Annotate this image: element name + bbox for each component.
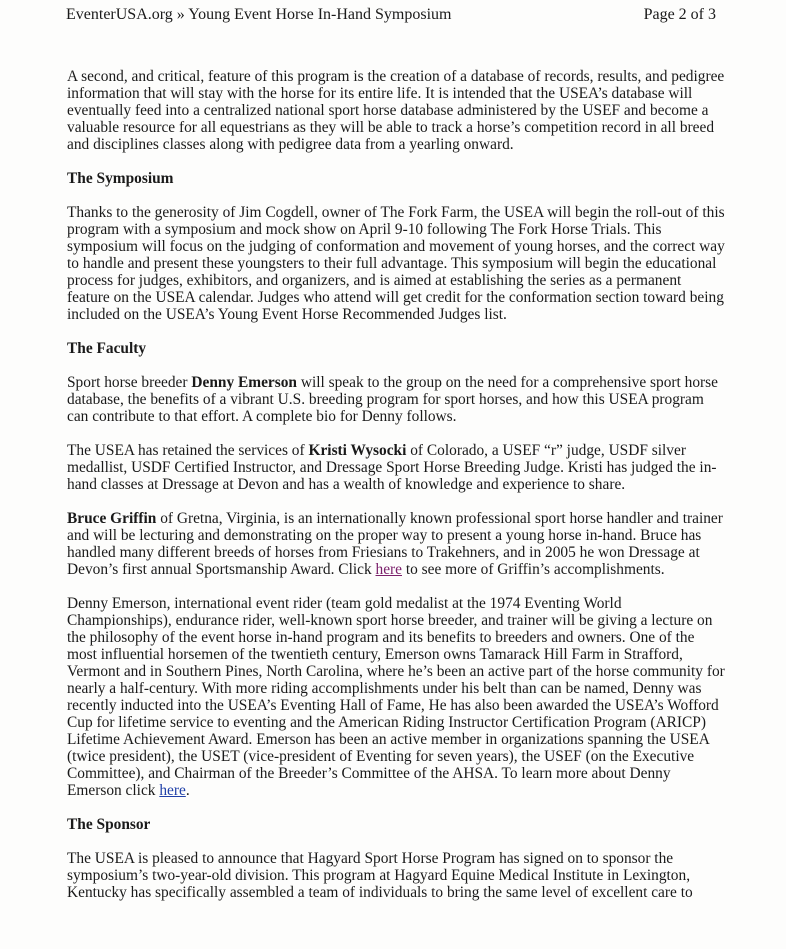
sponsor-paragraph: The USEA is pleased to announce that Hagyard Sport Horse Program has signed on to sponsor the symposium’s two-year-old division. This program at Hagyard Equine Medical Institute in Lexington, Kentucky has specifically assembled a team of individuals to bring the same level of excellent care to — [67, 850, 693, 901]
wysocki-before: The USEA has retained the services of — [67, 442, 309, 459]
wysocki-paragraph — [67, 442, 727, 493]
wysocki-name: Kristi Wysocki — [308, 442, 407, 459]
griffin-name: Bruce Griffin — [67, 510, 157, 527]
griffin-here-link[interactable]: here — [375, 561, 402, 578]
emerson-here-link[interactable]: here — [159, 782, 186, 799]
emerson-intro-before: Sport horse breeder — [67, 374, 192, 391]
emerson-name: Denny Emerson — [191, 374, 297, 391]
page-header-title: EventerUSA.org » Young Event Horse In-Hand Symposium — [66, 6, 452, 23]
page-header — [66, 5, 716, 25]
sponsor-heading: The Sponsor — [67, 816, 151, 833]
faculty-heading: The Faculty — [67, 340, 147, 357]
symposium-heading: The Symposium — [67, 170, 174, 187]
article-body — [67, 68, 727, 901]
griffin-after: of Gretna, Virginia, is an internationally known professional sport horse handler and trainer and will be lecturing and demonstrating on the proper way to present a young horse in-hand. Bruce has handled many different breeds of horses from Friesians to Trakehners, and in 2005 he won Dressage at Devon’s first annual Sportsmanship Award. Click — [67, 510, 723, 578]
griffin-paragraph — [67, 510, 727, 578]
emerson-intro-paragraph — [67, 374, 727, 425]
emerson-bio-text: Denny Emerson, international event rider (team gold medalist at the 1974 Eventing World Championships), endurance rider, well-known sport horse breeder, and trainer will be giving a lecture on the philosophy of the event horse in-hand program and its benefits to breeders and owners. One of the most influential horsemen of the twentieth century, Emerson owns Tamarack Hill Farm in Strafford, Vermont and in Southern Pines, North Carolina, where he’s been an active part of the horse community for nearly a half-century. With more riding accomplishments under his belt than can be named, Denny was recently inducted into the USEA’s Eventing Hall of Fame, He has also been awarded the USEA’s Wofford Cup for lifetime service to eventing and the American Riding Instructor Certification Program (ARICP) Lifetime Achievement Award. Emerson has been an active member in organizations spanning the USEA (twice president), the USET (vice-president of Eventing for seven years), the USEF (on the Executive Committee), and Chairman of the Breeder’s Committee of the AHSA. To learn more about Denny Emerson click — [67, 595, 725, 799]
emerson-intro-after: will speak to the group on the need for a comprehensive sport horse database, the benefits of a vibrant U.S. breeding program for sport horses, and how this USEA program can contribute to that effort. A complete bio for Denny follows. — [67, 374, 718, 425]
wysocki-after: of Colorado, a USEF “r” judge, USDF silver medallist, USDF Certified Instructor, and Dressage Sport Horse Breeding Judge. Kristi has judged the in-hand classes at Dressage at Devon and has a wealth of knowledge and experience to share. — [67, 442, 717, 493]
intro-paragraph: A second, and critical, feature of this program is the creation of a database of records, results, and pedigree information that will stay with the horse for its entire life. It is intended that the USEA’s database will eventually feed into a centralized national sport horse database administered by the USEF and become a valuable resource for all equestrians as they will be able to track a horse’s competition record in all breed and disciplines classes along with pedigree data from a yearling onward. — [67, 68, 725, 153]
page-number: Page 2 of 3 — [643, 6, 716, 23]
symposium-paragraph: Thanks to the generosity of Jim Cogdell, owner of The Fork Farm, the USEA will begin the roll-out of this program with a symposium and mock show on April 9-10 following The Fork Horse Trials. This symposium will focus on the judging of conformation and movement of young horses, and the correct way to handle and present these youngsters to their full advantage. This symposium will begin the educational process for judges, exhibitors, and organizers, and is aimed at establishing the series as a permanent feature on the USEA calendar. Judges who attend will get credit for the conformation section toward being included on the USEA’s Young Event Horse Recommended Judges list. — [67, 204, 725, 323]
emerson-bio-paragraph — [67, 595, 727, 799]
griffin-end: to see more of Griffin’s accomplishments. — [402, 561, 665, 578]
emerson-bio-end: . — [185, 782, 190, 799]
